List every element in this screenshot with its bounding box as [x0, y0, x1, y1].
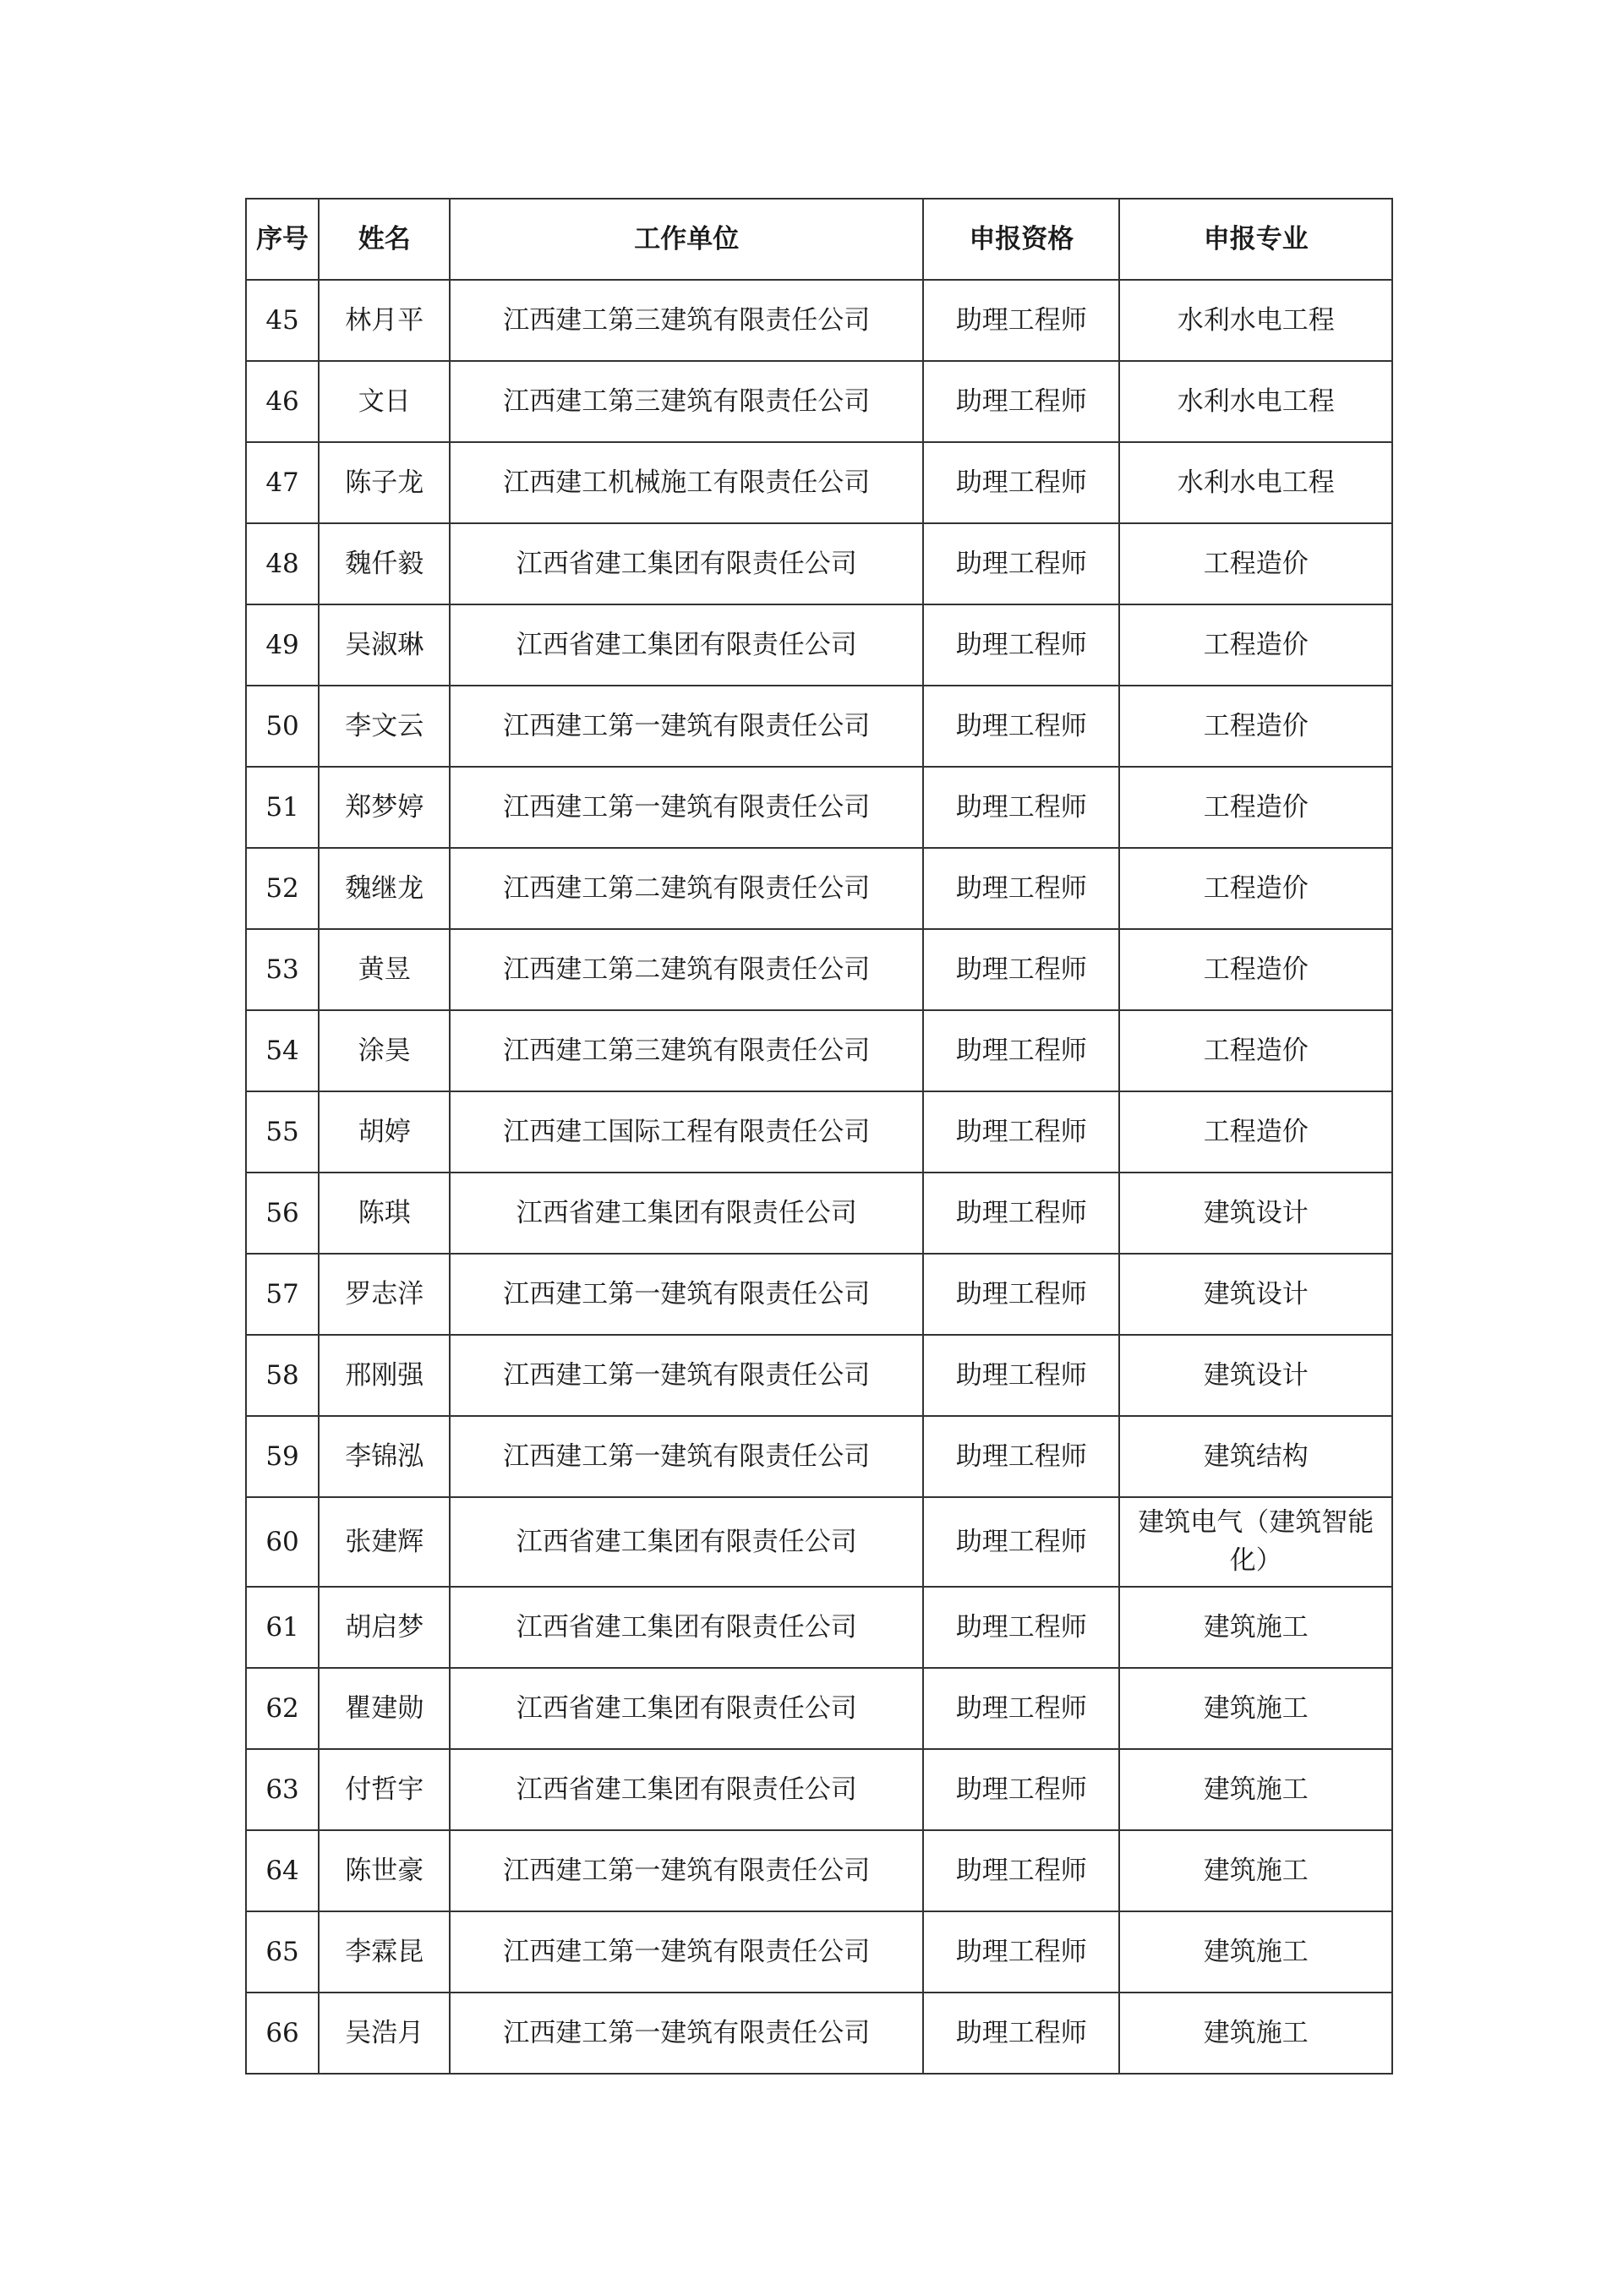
- cell-qualification: 助理工程师: [923, 1911, 1119, 1993]
- table-row: [246, 1497, 1392, 1587]
- cell-name: 胡启梦: [319, 1587, 450, 1668]
- cell-specialty: 工程造价: [1119, 848, 1392, 929]
- cell-name: 李文云: [319, 686, 450, 767]
- cell-qualification: 助理工程师: [923, 1335, 1119, 1416]
- cell-qualification: 助理工程师: [923, 1416, 1119, 1497]
- cell-name: 李霖昆: [319, 1911, 450, 1993]
- header-no: 序号: [246, 199, 319, 280]
- cell-no: 58: [246, 1335, 319, 1416]
- cell-no: 49: [246, 604, 319, 686]
- cell-name: 吴淑琳: [319, 604, 450, 686]
- cell-name: 瞿建勋: [319, 1668, 450, 1749]
- cell-qualification: 助理工程师: [923, 280, 1119, 361]
- table-row: [246, 1416, 1392, 1497]
- cell-unit: 江西省建工集团有限责任公司: [450, 523, 923, 604]
- cell-unit: 江西建工第一建筑有限责任公司: [450, 1335, 923, 1416]
- cell-unit: 江西建工第一建筑有限责任公司: [450, 686, 923, 767]
- cell-specialty: 水利水电工程: [1119, 361, 1392, 442]
- applicant-table: [245, 198, 1393, 2075]
- cell-qualification: 助理工程师: [923, 1587, 1119, 1668]
- table-row: [246, 523, 1392, 604]
- cell-no: 57: [246, 1254, 319, 1335]
- cell-qualification: 助理工程师: [923, 1497, 1119, 1587]
- cell-no: 64: [246, 1830, 319, 1911]
- cell-qualification: 助理工程师: [923, 361, 1119, 442]
- cell-unit: 江西省建工集团有限责任公司: [450, 604, 923, 686]
- table-row: [246, 1587, 1392, 1668]
- table-row: [246, 1749, 1392, 1830]
- cell-name: 陈子龙: [319, 442, 450, 523]
- cell-qualification: 助理工程师: [923, 848, 1119, 929]
- cell-specialty: 工程造价: [1119, 1010, 1392, 1091]
- cell-specialty: 工程造价: [1119, 1091, 1392, 1173]
- cell-name: 陈琪: [319, 1173, 450, 1254]
- cell-name: 魏继龙: [319, 848, 450, 929]
- cell-no: 61: [246, 1587, 319, 1668]
- table-row: [246, 1911, 1392, 1993]
- cell-name: 涂昊: [319, 1010, 450, 1091]
- cell-specialty: 建筑电气（建筑智能化）: [1119, 1497, 1392, 1587]
- table-body: [246, 280, 1392, 2074]
- header-qualification: 申报资格: [923, 199, 1119, 280]
- table-row: [246, 361, 1392, 442]
- cell-qualification: 助理工程师: [923, 1254, 1119, 1335]
- cell-specialty: 工程造价: [1119, 686, 1392, 767]
- cell-name: 吴浩月: [319, 1993, 450, 2074]
- cell-no: 52: [246, 848, 319, 929]
- cell-no: 62: [246, 1668, 319, 1749]
- cell-no: 50: [246, 686, 319, 767]
- cell-specialty: 建筑施工: [1119, 1749, 1392, 1830]
- table-row: [246, 604, 1392, 686]
- cell-no: 59: [246, 1416, 319, 1497]
- cell-qualification: 助理工程师: [923, 1091, 1119, 1173]
- table-row: [246, 686, 1392, 767]
- cell-unit: 江西省建工集团有限责任公司: [450, 1749, 923, 1830]
- cell-name: 陈世豪: [319, 1830, 450, 1911]
- cell-no: 54: [246, 1010, 319, 1091]
- cell-specialty: 建筑设计: [1119, 1173, 1392, 1254]
- cell-no: 47: [246, 442, 319, 523]
- cell-unit: 江西建工机械施工有限责任公司: [450, 442, 923, 523]
- table-row: [246, 1668, 1392, 1749]
- cell-qualification: 助理工程师: [923, 523, 1119, 604]
- cell-unit: 江西建工第三建筑有限责任公司: [450, 280, 923, 361]
- cell-no: 48: [246, 523, 319, 604]
- cell-no: 55: [246, 1091, 319, 1173]
- cell-unit: 江西建工第一建筑有限责任公司: [450, 1254, 923, 1335]
- cell-unit: 江西建工第一建筑有限责任公司: [450, 767, 923, 848]
- cell-specialty: 建筑施工: [1119, 1993, 1392, 2074]
- table-row: [246, 848, 1392, 929]
- cell-qualification: 助理工程师: [923, 1749, 1119, 1830]
- cell-name: 魏仟毅: [319, 523, 450, 604]
- cell-no: 46: [246, 361, 319, 442]
- cell-name: 文日: [319, 361, 450, 442]
- cell-qualification: 助理工程师: [923, 604, 1119, 686]
- cell-specialty: 工程造价: [1119, 523, 1392, 604]
- table-row: [246, 767, 1392, 848]
- cell-unit: 江西建工第二建筑有限责任公司: [450, 848, 923, 929]
- table-row: [246, 1091, 1392, 1173]
- cell-specialty: 建筑施工: [1119, 1668, 1392, 1749]
- cell-unit: 江西建工第二建筑有限责任公司: [450, 929, 923, 1010]
- cell-no: 51: [246, 767, 319, 848]
- cell-unit: 江西省建工集团有限责任公司: [450, 1668, 923, 1749]
- cell-unit: 江西建工第一建筑有限责任公司: [450, 1911, 923, 1993]
- table-row: [246, 929, 1392, 1010]
- table-header-row: [246, 199, 1392, 280]
- cell-name: 黄昱: [319, 929, 450, 1010]
- cell-unit: 江西建工第一建筑有限责任公司: [450, 1993, 923, 2074]
- cell-unit: 江西省建工集团有限责任公司: [450, 1173, 923, 1254]
- table-row: [246, 1335, 1392, 1416]
- cell-qualification: 助理工程师: [923, 1173, 1119, 1254]
- cell-no: 66: [246, 1993, 319, 2074]
- cell-name: 张建辉: [319, 1497, 450, 1587]
- cell-specialty: 建筑设计: [1119, 1335, 1392, 1416]
- cell-specialty: 工程造价: [1119, 767, 1392, 848]
- cell-qualification: 助理工程师: [923, 1668, 1119, 1749]
- table-row: [246, 1173, 1392, 1254]
- cell-unit: 江西省建工集团有限责任公司: [450, 1587, 923, 1668]
- table-row: [246, 1254, 1392, 1335]
- cell-name: 罗志洋: [319, 1254, 450, 1335]
- cell-no: 53: [246, 929, 319, 1010]
- header-unit: 工作单位: [450, 199, 923, 280]
- cell-unit: 江西省建工集团有限责任公司: [450, 1497, 923, 1587]
- table-row: [246, 1993, 1392, 2074]
- header-specialty: 申报专业: [1119, 199, 1392, 280]
- cell-specialty: 建筑施工: [1119, 1911, 1392, 1993]
- cell-no: 65: [246, 1911, 319, 1993]
- cell-name: 李锦泓: [319, 1416, 450, 1497]
- cell-name: 郑梦婷: [319, 767, 450, 848]
- table-row: [246, 1010, 1392, 1091]
- cell-no: 45: [246, 280, 319, 361]
- cell-specialty: 工程造价: [1119, 604, 1392, 686]
- cell-unit: 江西建工第三建筑有限责任公司: [450, 1010, 923, 1091]
- cell-unit: 江西建工第三建筑有限责任公司: [450, 361, 923, 442]
- cell-specialty: 建筑设计: [1119, 1254, 1392, 1335]
- cell-qualification: 助理工程师: [923, 686, 1119, 767]
- cell-qualification: 助理工程师: [923, 1993, 1119, 2074]
- cell-qualification: 助理工程师: [923, 1010, 1119, 1091]
- cell-name: 林月平: [319, 280, 450, 361]
- table-row: [246, 442, 1392, 523]
- cell-specialty: 水利水电工程: [1119, 280, 1392, 361]
- cell-specialty: 建筑结构: [1119, 1416, 1392, 1497]
- cell-unit: 江西建工国际工程有限责任公司: [450, 1091, 923, 1173]
- cell-specialty: 建筑施工: [1119, 1830, 1392, 1911]
- table-row: [246, 280, 1392, 361]
- cell-name: 邢刚强: [319, 1335, 450, 1416]
- cell-name: 胡婷: [319, 1091, 450, 1173]
- cell-qualification: 助理工程师: [923, 929, 1119, 1010]
- cell-unit: 江西建工第一建筑有限责任公司: [450, 1416, 923, 1497]
- cell-specialty: 水利水电工程: [1119, 442, 1392, 523]
- cell-unit: 江西建工第一建筑有限责任公司: [450, 1830, 923, 1911]
- cell-name: 付哲宇: [319, 1749, 450, 1830]
- cell-qualification: 助理工程师: [923, 767, 1119, 848]
- cell-specialty: 工程造价: [1119, 929, 1392, 1010]
- cell-qualification: 助理工程师: [923, 1830, 1119, 1911]
- cell-no: 56: [246, 1173, 319, 1254]
- cell-no: 63: [246, 1749, 319, 1830]
- cell-qualification: 助理工程师: [923, 442, 1119, 523]
- table-row: [246, 1830, 1392, 1911]
- header-name: 姓名: [319, 199, 450, 280]
- cell-specialty: 建筑施工: [1119, 1587, 1392, 1668]
- cell-no: 60: [246, 1497, 319, 1587]
